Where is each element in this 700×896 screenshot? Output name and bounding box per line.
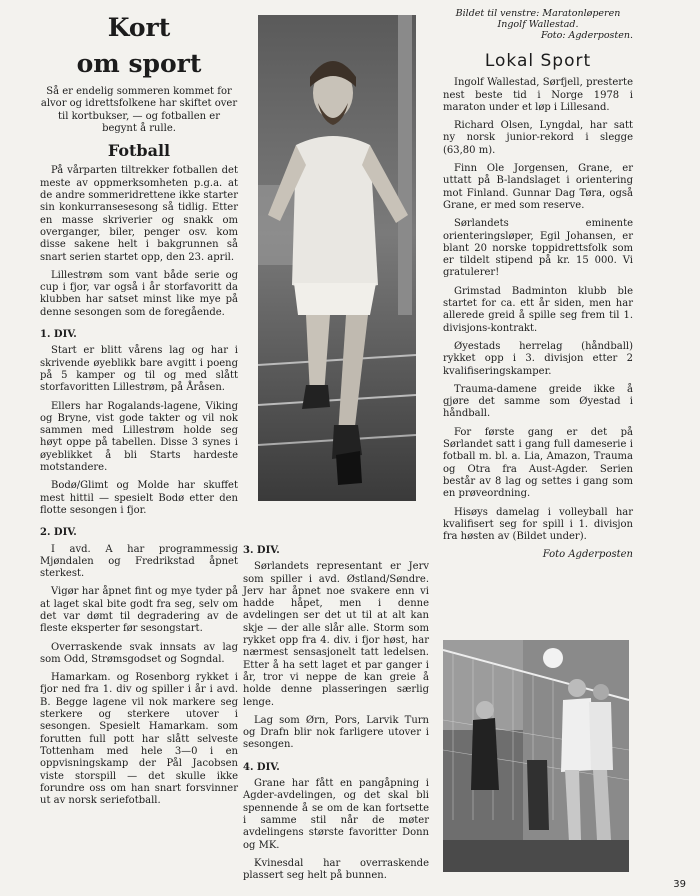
lokal-paragraph-1: Ingolf Wallestad, Sørfjell, presterte nest beste tid i Norge 1978 i maraton under et løp i Lillesand. <box>443 77 633 113</box>
div3-paragraph-1: Sørlandets representant er Jerv som spiller i avd. Østland/Søndre. Jerv har åpnet noe svakere enn vi hadde håpet, men i denne avdelingen ser det ut til at alt kan skje — der alle slår alle. Storm som rykket opp fra 4. div. i fjor høst, har nærmest sensasjonelt tatt ledelsen. Etter å ha sett laget et par ganger i år, tror vi neppe de kan greie å holde denne plasseringen særlig lenge. <box>243 561 429 708</box>
lokal-paragraph-3: Finn Ole Jorgensen, Grane, er uttatt på B-landslaget i orientering mot Finland. Gunnar Dag Tøra, også Grane, er med som reserve. <box>443 163 633 211</box>
lede-paragraph: Så er endelig sommeren kommet for alvor og idrettsfolkene har skiftet over til kortbukser, — og fotballen er begynt å rulle. <box>40 86 238 134</box>
div2-paragraph-4: Hamarkam. og Rosenborg rykket i fjor ned fra 1. div og spiller i år i avd. B. Begge lagene vil nok markere seg sterkere og sterkere utover i sesongen. Spesielt Hamarkam. som forutten full pott har slått selveste Tottenham med hele 3—0 i en oppvisningskamp der Pål Jacobsen viste storspill — det skulle ikke forundre oss om han snart forsvinner ut av norsk seriefotball. <box>40 672 238 807</box>
caption-line-1: Bildet til venstre: Maratonløperen <box>455 8 621 19</box>
div1-paragraph-1: Start er blitt vårens lag og har i skrivende øyeblikk bare avgitt i poeng på 5 kamper og til og med slått storfavoritten Lillestrøm, på Åråsen. <box>40 345 238 394</box>
section-title-lokal-sport: Lokal Sport <box>484 51 592 71</box>
middle-column <box>243 545 429 888</box>
lokal-paragraph-5: Grimstad Badminton klubb ble startet for ca. ett år siden, men har allerede greid å spille seg frem til 1. divisjons-kontrakt. <box>443 285 633 334</box>
photo-caption <box>443 8 633 41</box>
volleyball-photo-image <box>443 640 629 872</box>
left-column <box>40 10 238 813</box>
right-column <box>443 8 633 562</box>
div4-paragraph-2: Kvinesdal har overraskende plassert seg helt på bunnen. <box>243 857 429 882</box>
div2-paragraph-1: I avd. A har programmessig Mjøndalen og Fredrikstad åpnet sterkest. <box>40 543 238 580</box>
title-line-2: om sport <box>76 49 202 78</box>
photo-credit: Foto Agderposten <box>542 549 633 561</box>
div2-paragraph-2: Vigør har åpnet fint og mye tyder på at laget skal bite godt fra seg, selv om det var dømt til degradering av de fleste eksperter før sesongstart. <box>40 586 238 635</box>
div1-heading: 1. DIV. <box>40 329 77 341</box>
runner-photo <box>258 15 416 501</box>
div4-heading: 4. DIV. <box>243 761 280 773</box>
div1-paragraph-2: Ellers har Rogalands-lagene, Viking og Bryne, vist gode takter og vil nok sammen med Lillestrøm holde seg høyt oppe på tabellen. Disse 3 synes i øyeblikket å bli Starts hardeste motstandere. <box>40 400 238 474</box>
div2-heading: 2. DIV. <box>40 527 77 539</box>
caption-line-2: Ingolf Wallestad. <box>497 19 579 30</box>
section-title-fotball: Fotball <box>107 141 171 161</box>
fotball-paragraph-1: På vårparten tiltrekker fotballen det meste av oppmerksomheten p.g.a. at de andre sommeridrettene ikke starter sin konkurransesesong så tidlig. Etter en masse skriverier og snakk om overganger, biler, penger osv. kom disse sakene helt i bakgrunnen så snart serien startet opp, den 23. april. <box>40 165 238 263</box>
div1-paragraph-3: Bodø/Glimt og Molde har skuffet mest hittil — spesielt Bodø etter den flotte sesongen i fjor. <box>40 480 238 516</box>
fotball-paragraph-2: Lillestrøm som vant både serie og cup i fjor, var også i år storfavoritt da klubben har satset minst like mye på denne sesongen som de foregående. <box>40 269 238 318</box>
title-line-1: Kort <box>107 13 171 42</box>
runner-photo-image <box>258 15 416 501</box>
lokal-paragraph-7: Trauma-damene greide ikke å gjøre det samme som Øyestad i håndball. <box>443 383 633 420</box>
div3-heading: 3. DIV. <box>243 545 280 556</box>
page-number: 39 <box>673 879 686 890</box>
lokal-paragraph-6: Øyestads herrelag (håndball) rykket opp i 3. divisjon etter 2 kvalifiseringskamper. <box>443 340 633 377</box>
lokal-paragraph-4: Sørlandets eminente orienteringsløper, Egil Johansen, er blant 20 norske toppidrettsfolk som er tildelt stipend på kr. 15 000. Vi gratulerer! <box>443 218 633 279</box>
caption-line-3: Foto: Agderposten. <box>541 30 633 41</box>
lokal-paragraph-9: Hisøys damelag i volleyball har kvalifisert seg for spill i 1. divisjon fra høsten av (Bildet under). <box>443 506 633 543</box>
lokal-paragraph-2: Richard Olsen, Lyngdal, har satt ny norsk junior-rekord i slegge (63,80 m). <box>443 120 633 156</box>
lokal-paragraph-8: For første gang er det på Sørlandet satt i gang full dameserie i fotball m. bl. a. Lia, Amazon, Trauma og Otra fra Aust-Agder. Serien består av 8 lag og settes i gang som en prøveordning. <box>443 426 633 500</box>
div3-paragraph-2: Lag som Ørn, Pors, Larvik Turn og Drafn blir nok farligere utover i sesongen. <box>243 714 429 751</box>
page-title <box>40 10 238 82</box>
div4-paragraph-1: Grane har fått en pangåpning i Agder-avdelingen, og det skal bli spennende å se om de kan fortsette i samme stil når de møter avdelingens største favoritter Donn og MK. <box>243 778 429 851</box>
div2-paragraph-3: Overraskende svak innsats av lag som Odd, Strømsgodset og Sogndal. <box>40 641 238 665</box>
volleyball-photo <box>443 640 629 872</box>
